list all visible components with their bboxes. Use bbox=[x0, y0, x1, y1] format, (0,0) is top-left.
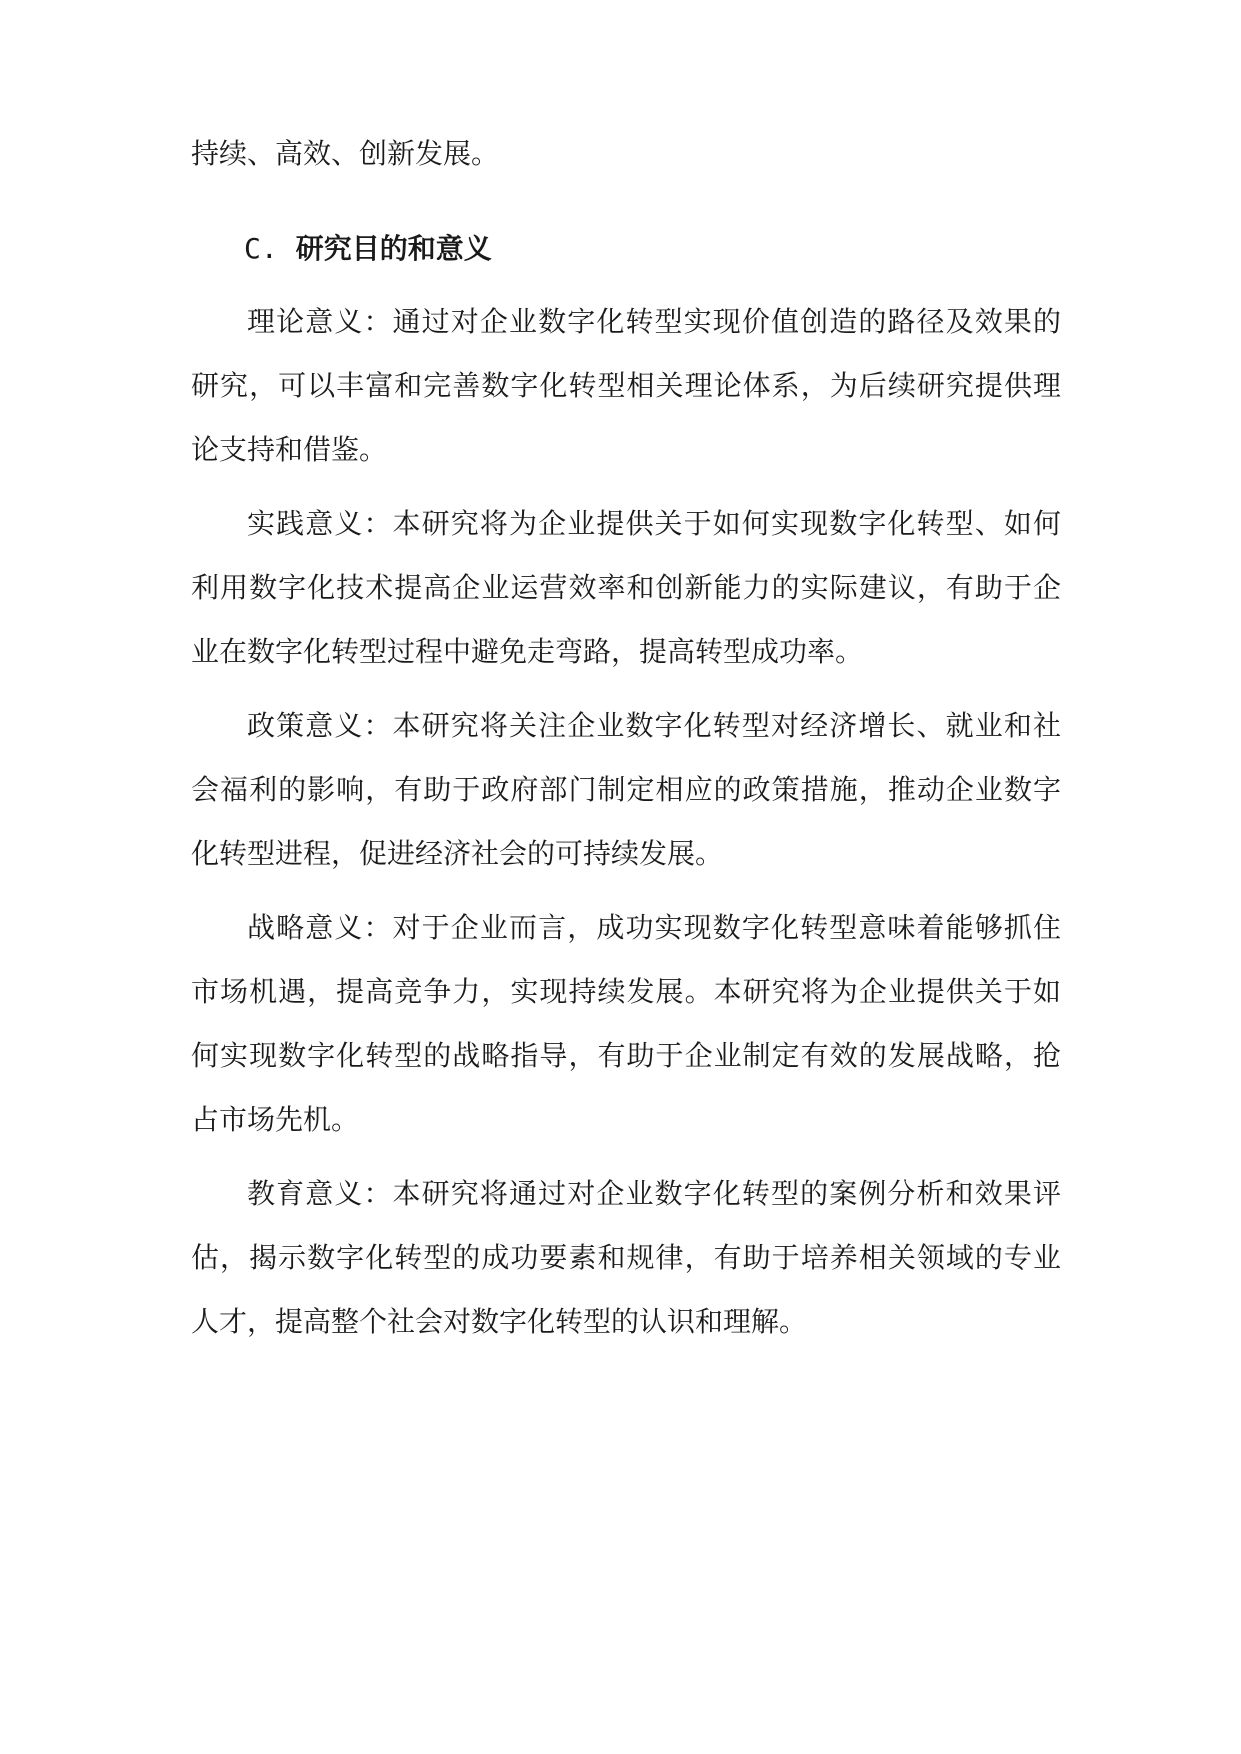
paragraph-line: 研究，可以丰富和完善数字化转型相关理论体系，为后续研究提供理 bbox=[191, 369, 1061, 402]
paragraph-line: 论支持和借鉴。 bbox=[191, 433, 388, 466]
continuation-line: 持续、高效、创新发展。 bbox=[191, 137, 500, 170]
paragraph-line: 占市场先机。 bbox=[191, 1103, 360, 1136]
paragraph-line: 估，揭示数字化转型的成功要素和规律，有助于培养相关领域的专业 bbox=[191, 1241, 1061, 1274]
section-marker: C. bbox=[244, 232, 278, 265]
paragraph-line: 会福利的影响，有助于政府部门制定相应的政策措施，推动企业数字 bbox=[191, 773, 1061, 806]
paragraph-line: 政策意义：本研究将关注企业数字化转型对经济增长、就业和社 bbox=[247, 709, 1061, 742]
paragraph-line: 实践意义：本研究将为企业提供关于如何实现数字化转型、如何 bbox=[247, 507, 1061, 540]
paragraph-line: 化转型进程，促进经济社会的可持续发展。 bbox=[191, 837, 724, 870]
paragraph-line: 何实现数字化转型的战略指导，有助于企业制定有效的发展战略，抢 bbox=[191, 1039, 1061, 1072]
paragraph-line: 市场机遇，提高竞争力，实现持续发展。本研究将为企业提供关于如 bbox=[191, 975, 1061, 1008]
paragraph-line: 战略意义：对于企业而言，成功实现数字化转型意味着能够抓住 bbox=[247, 911, 1061, 944]
section-title: 研究目的和意义 bbox=[295, 232, 492, 265]
paragraph-line: 教育意义：本研究将通过对企业数字化转型的案例分析和效果评 bbox=[247, 1177, 1061, 1210]
paragraph-line: 理论意义：通过对企业数字化转型实现价值创造的路径及效果的 bbox=[247, 305, 1061, 338]
paragraph-line: 人才，提高整个社会对数字化转型的认识和理解。 bbox=[191, 1305, 808, 1338]
paragraph-line: 利用数字化技术提高企业运营效率和创新能力的实际建议，有助于企 bbox=[191, 571, 1061, 604]
section-heading bbox=[244, 229, 492, 269]
paragraph-line: 业在数字化转型过程中避免走弯路，提高转型成功率。 bbox=[191, 635, 864, 668]
